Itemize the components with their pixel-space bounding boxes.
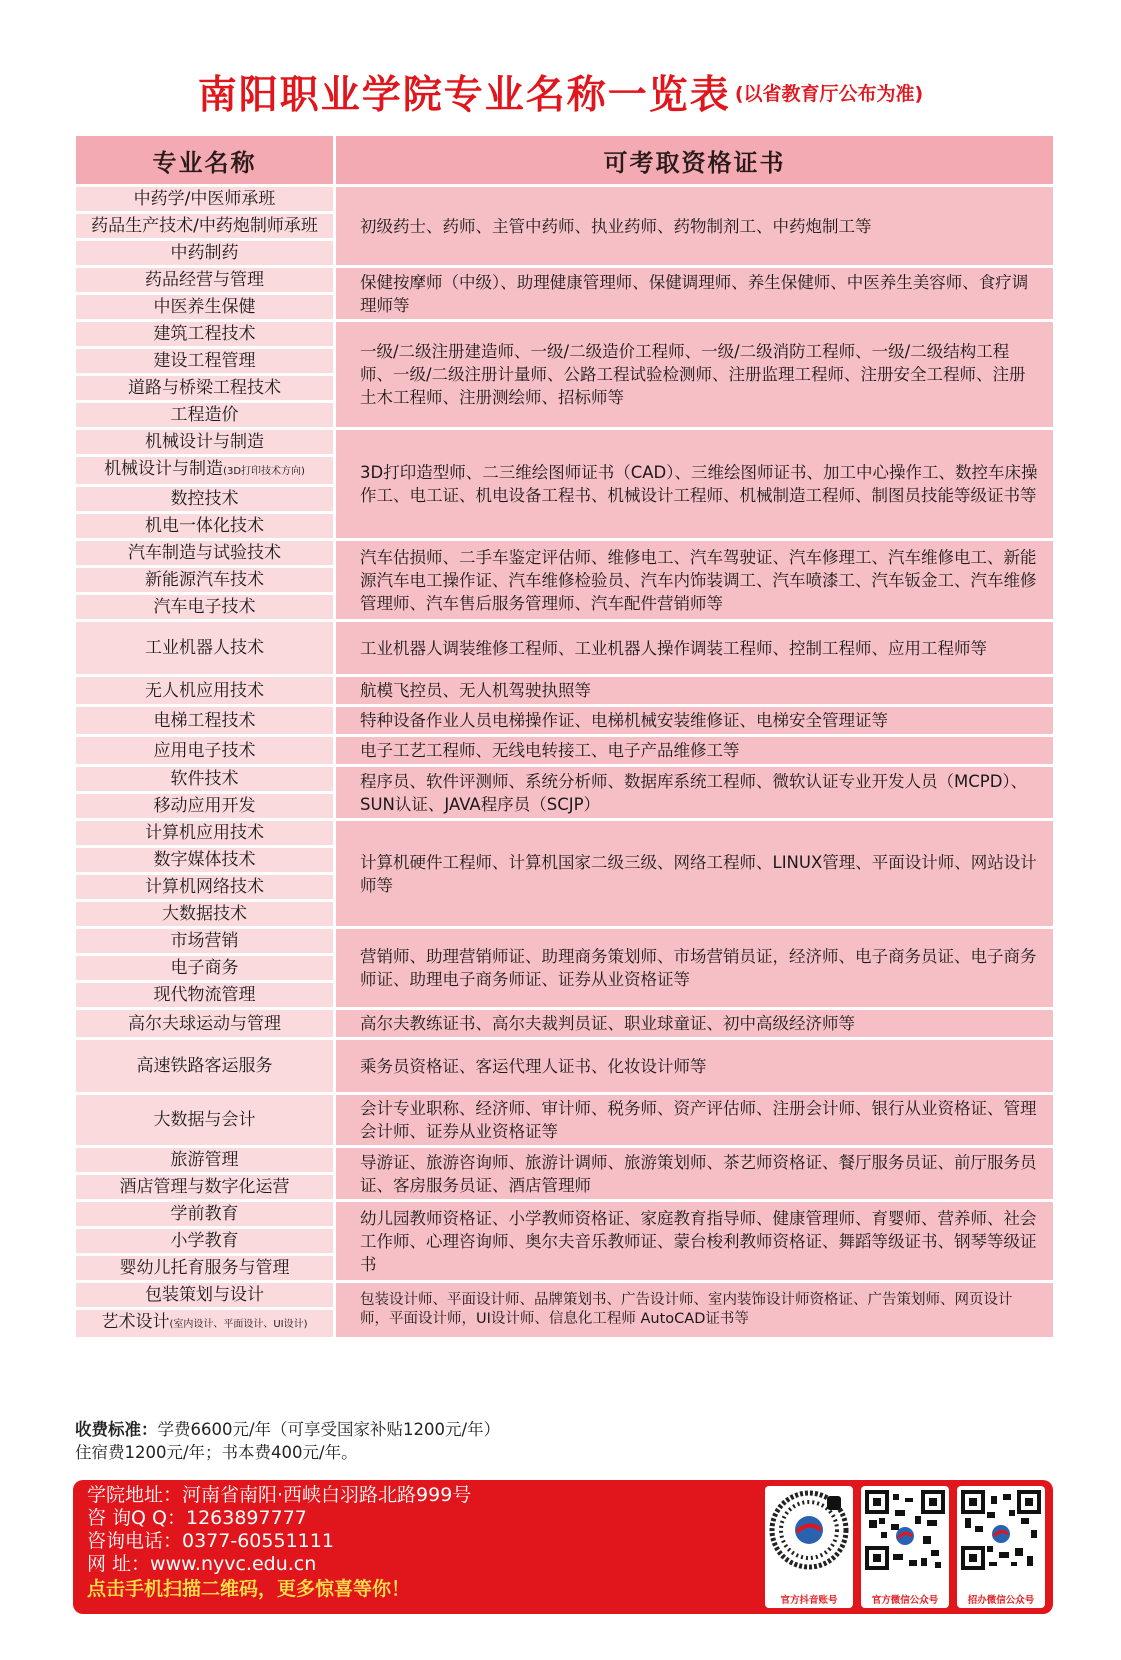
certificate-list: 程序员、软件评测师、系统分析师、数据库系统工程师、微软认证专业开发人员（MCPD）、SUN认证、JAVA程序员（SCJP）: [335, 766, 1055, 820]
major-name-text: 市场营销: [170, 931, 239, 951]
major-name: [75, 1309, 335, 1339]
certificate-list: 导游证、旅游咨询师、旅游计调师、旅游策划师、茶艺师资格证、餐厅服务员证、前厅服务员证、客房服务员证、酒店管理师: [335, 1147, 1055, 1201]
certificate-list: 汽车估损师、二手车鉴定评估师、维修电工、汽车驾驶证、汽车修理工、汽车维修电工、新能源汽车电工操作证、汽车维修检验员、汽车内饰装调工、汽车喷漆工、汽车钣金工、汽车维修管理师、汽车售后服务管理师、汽车配件营销师等: [335, 540, 1055, 621]
majors-table: [73, 133, 1056, 1340]
fees-tuition: 学费6600元/年（可享受国家补贴1200元/年）: [157, 1420, 501, 1439]
page-title: [0, 64, 1121, 120]
major-name-text: 新能源汽车技术: [145, 570, 264, 590]
major-name: [75, 874, 335, 901]
table-row: [75, 429, 1055, 456]
major-name: [75, 1174, 335, 1201]
major-name-text: 小学教育: [170, 1231, 239, 1251]
table-row: [75, 1282, 1055, 1309]
major-name-text: 机电一体化技术: [145, 516, 264, 536]
major-name: [75, 847, 335, 874]
major-name-text: 中医养生保健: [153, 297, 256, 317]
major-name-text: 汽车制造与试验技术: [128, 543, 281, 563]
major-name-text: 数字媒体技术: [153, 850, 256, 870]
major-name-text: 婴幼儿托育服务与管理: [119, 1258, 290, 1278]
major-name-text: 无人机应用技术: [145, 680, 264, 701]
contact-qq: 咨 询Q Q：1263897777: [87, 1507, 307, 1529]
major-name: [75, 540, 335, 567]
major-name-note: (室内设计、平面设计、UI设计): [169, 1319, 308, 1330]
major-name: [75, 793, 335, 820]
major-name: [75, 1009, 335, 1039]
certificate-list: 包装设计师、平面设计师、品牌策划书、广告设计师、室内装饰设计师资格证、广告策划师、网页设计师，平面设计师，UI设计师、信息化工程师 AutoCAD证书等: [335, 1282, 1055, 1339]
fees-lodging: 住宿费1200元/年；书本费400元/年。: [75, 1443, 358, 1462]
table-row: [75, 820, 1055, 847]
major-name-text: 机械设计与制造: [145, 432, 264, 452]
table-body: [75, 186, 1055, 1339]
major-name-text: 电子商务: [170, 958, 239, 978]
table-row: [75, 736, 1055, 766]
qr-admissions-caption: 招办微信公众号: [967, 1595, 1035, 1606]
table-header-row: [75, 135, 1055, 186]
major-name-text: 移动应用开发: [153, 796, 256, 816]
major-name: [75, 1039, 335, 1094]
contact-website[interactable]: 网 址：www.nyvc.edu.cn: [87, 1553, 317, 1575]
certificate-list: 营销师、助理营销师证、助理商务策划师、市场营销员证，经济师、电子商务员证、电子商务师证、助理电子商务师证、证券从业资格证等: [335, 928, 1055, 1009]
title-note: (以省教育厅公布为准): [734, 82, 924, 105]
contact-slogan: 点击手机扫描二维码，更多惊喜等你！: [87, 1578, 411, 1600]
certificate-list: 计算机硬件工程师、计算机国家二级三级、网络工程师、LINUX管理、平面设计师、网站设计师等: [335, 820, 1055, 928]
major-name-text: 酒店管理与数字化运营: [119, 1177, 290, 1197]
major-name: [75, 321, 335, 348]
fees-label: 收费标准：: [75, 1420, 158, 1439]
contact-info: [87, 1484, 471, 1601]
major-name: [75, 456, 335, 486]
qr-code-group: [765, 1486, 1045, 1608]
qr-wechat-caption: 官方微信公众号: [871, 1595, 939, 1606]
major-name-text: 计算机网络技术: [145, 877, 264, 897]
major-name-text: 软件技术: [170, 769, 239, 789]
certificate-list: 工业机器人调装维修工程师、工业机器人操作调装工程师、控制工程师、应用工程师等: [335, 621, 1055, 676]
major-name: [75, 567, 335, 594]
table-row: [75, 1201, 1055, 1228]
major-name: [75, 513, 335, 540]
major-name: [75, 348, 335, 375]
table-row: [75, 1009, 1055, 1039]
major-name: [75, 1147, 335, 1174]
major-name-text: 现代物流管理: [153, 985, 256, 1005]
major-name: [75, 901, 335, 928]
table-row: [75, 621, 1055, 676]
major-name-text: 药品生产技术/中药炮制师承班: [91, 216, 318, 236]
major-name: [75, 1255, 335, 1282]
qr-admissions-wechat[interactable]: [957, 1486, 1045, 1608]
contact-address: 学院地址：河南省南阳·西峡白羽路北路999号: [87, 1484, 472, 1506]
admissions-qr-icon: [961, 1490, 1041, 1570]
major-name: [75, 186, 335, 213]
major-name: [75, 955, 335, 982]
major-name-text: 艺术设计: [101, 1312, 170, 1332]
major-name: [75, 820, 335, 847]
major-name-text: 中药制药: [170, 243, 239, 263]
header-major: 专业名称: [75, 135, 335, 186]
qr-wechat-official[interactable]: [861, 1486, 949, 1608]
fees-section: [75, 1418, 500, 1464]
major-name: [75, 928, 335, 955]
major-name-text: 计算机应用技术: [145, 823, 264, 843]
major-name-text: 数控技术: [170, 489, 239, 509]
table-row: [75, 186, 1055, 213]
major-name-text: 应用电子技术: [153, 740, 256, 761]
certificate-list: 3D打印造型师、二三维绘图师证书（CAD）、三维绘图师证书、加工中心操作工、数控车床操作工、电工证、机电设备工程书、机械设计工程师、机械制造工程师、制图员技能等级证书等: [335, 429, 1055, 540]
qr-douyin-caption: 官方抖音账号: [780, 1595, 838, 1606]
major-name: [75, 294, 335, 321]
title-main: 南阳职业学院专业名称一览表: [197, 73, 731, 118]
major-name: [75, 240, 335, 267]
certificate-list: 特种设备作业人员电梯操作证、电梯机械安装维修证、电梯安全管理证等: [335, 706, 1055, 736]
major-name-text: 工程造价: [170, 405, 239, 425]
table-row: [75, 321, 1055, 348]
major-name-text: 道路与桥梁工程技术: [128, 378, 281, 398]
major-name: [75, 429, 335, 456]
major-name-note: (3D打印技术方向): [223, 466, 305, 477]
major-name-text: 汽车电子技术: [153, 597, 256, 617]
major-name: [75, 375, 335, 402]
wechat-qr-icon: [865, 1490, 945, 1570]
major-name: [75, 594, 335, 621]
certificate-list: 会计专业职称、经济师、审计师、税务师、资产评估师、注册会计师、银行从业资格证、管理会计师、证券从业资格证等: [335, 1094, 1055, 1147]
certificate-list: 航模飞控员、无人机驾驶执照等: [335, 676, 1055, 706]
major-name: [75, 1201, 335, 1228]
major-name: [75, 736, 335, 766]
major-name: [75, 213, 335, 240]
certificate-list: 幼儿园教师资格证、小学教师资格证、家庭教育指导师、健康管理师、育婴师、营养师、社会工作师、心理咨询师、奥尔夫音乐教师证、蒙台梭利教师资格证、舞蹈等级证书、钢琴等级证书: [335, 1201, 1055, 1282]
table-row: [75, 540, 1055, 567]
qr-douyin[interactable]: [765, 1486, 853, 1608]
major-name-text: 建筑工程技术: [153, 324, 256, 344]
table-row: [75, 706, 1055, 736]
table-row: [75, 928, 1055, 955]
contact-footer: [73, 1480, 1053, 1614]
major-name-text: 药品经营与管理: [145, 270, 264, 290]
major-name: [75, 706, 335, 736]
certificate-list: 一级/二级注册建造师、一级/二级造价工程师、一级/二级消防工程师、一级/二级结构工程师、一级/二级注册计量师、公路工程试验检测师、注册监理工程师、注册安全工程师、注册土木工程师、注册测绘师、招标师等: [335, 321, 1055, 429]
major-name-text: 旅游管理: [170, 1150, 239, 1170]
certificate-list: 高尔夫教练证书、高尔夫裁判员证、职业球童证、初中高级经济师等: [335, 1009, 1055, 1039]
major-name: [75, 1228, 335, 1255]
major-name-text: 高尔夫球运动与管理: [128, 1013, 281, 1034]
major-name-text: 中药学/中医师承班: [133, 189, 276, 209]
major-name: [75, 1282, 335, 1309]
certificate-list: 初级药士、药师、主管中药师、执业药师、药物制剂工、中药炮制工等: [335, 186, 1055, 267]
certificate-list: 乘务员资格证、客运代理人证书、化妆设计师等: [335, 1039, 1055, 1094]
major-name: [75, 621, 335, 676]
table-row: [75, 267, 1055, 294]
header-certs: 可考取资格证书: [335, 135, 1055, 186]
certificate-list: 保健按摩师（中级）、助理健康管理师、保健调理师、养生保健师、中医养生美容师、食疗调理师等: [335, 267, 1055, 321]
major-name: [75, 676, 335, 706]
major-name-text: 学前教育: [170, 1204, 239, 1224]
major-name-text: 大数据技术: [162, 904, 247, 924]
major-name: [75, 267, 335, 294]
contact-phone: 咨询电话：0377-60551111: [87, 1530, 334, 1552]
table-row: [75, 1147, 1055, 1174]
major-name-text: 工业机器人技术: [145, 638, 264, 658]
major-name: [75, 1094, 335, 1147]
table-row: [75, 766, 1055, 793]
table-row: [75, 1039, 1055, 1094]
certificate-list: 电子工艺工程师、无线电转接工、电子产品维修工等: [335, 736, 1055, 766]
major-name-text: 建设工程管理: [153, 351, 256, 371]
major-name-text: 大数据与会计: [153, 1110, 256, 1130]
major-name-text: 包装策划与设计: [145, 1285, 264, 1305]
major-name-text: 机械设计与制造: [104, 459, 224, 479]
major-name: [75, 766, 335, 793]
douyin-qr-icon: [769, 1490, 849, 1570]
major-name-text: 高速铁路客运服务: [136, 1056, 273, 1076]
table-row: [75, 1094, 1055, 1147]
major-name: [75, 982, 335, 1009]
major-name: [75, 402, 335, 429]
major-name-text: 电梯工程技术: [153, 710, 256, 731]
table-row: [75, 676, 1055, 706]
major-name: [75, 486, 335, 513]
